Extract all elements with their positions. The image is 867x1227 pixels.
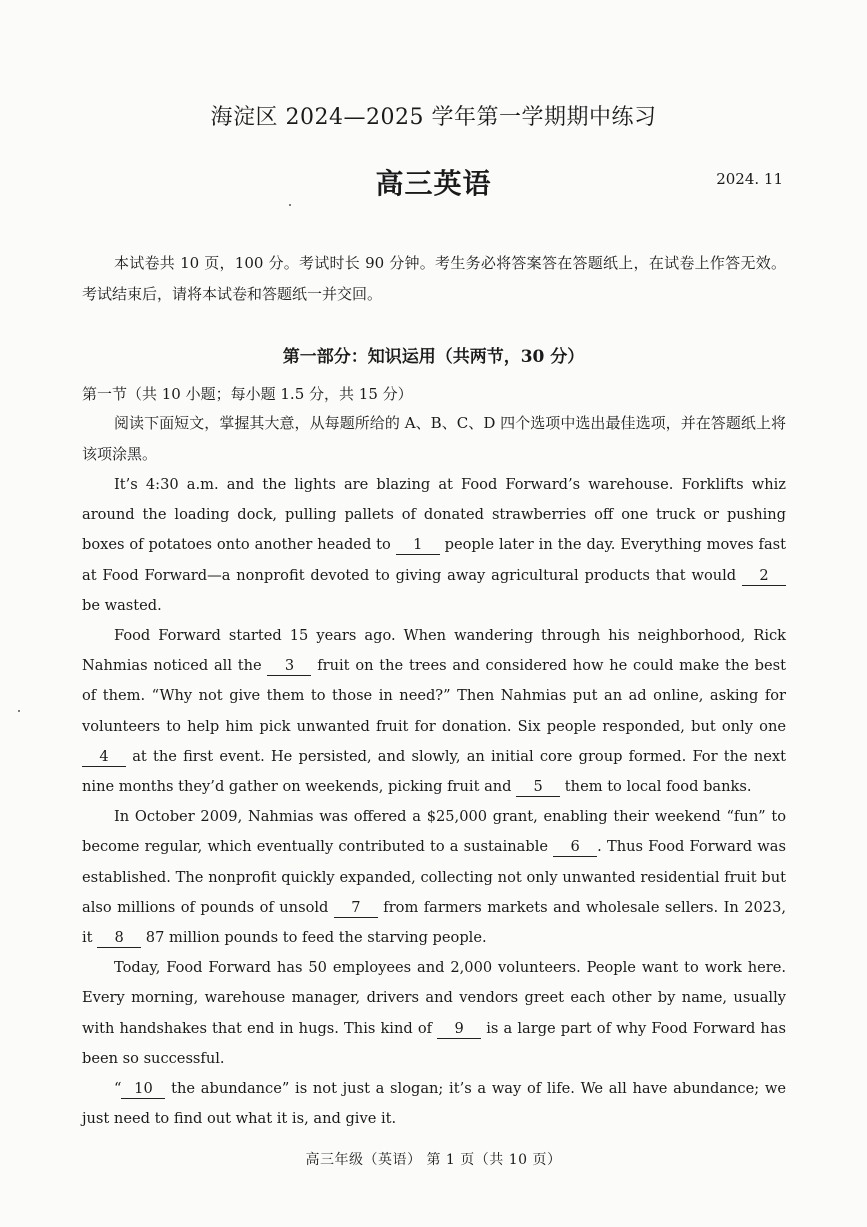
subtitle-row [0, 162, 867, 202]
passage-paragraph [82, 470, 786, 621]
answer-blank: 6 [553, 838, 597, 857]
answer-blank: 4 [82, 748, 126, 767]
exam-title: 海淀区 2024—2025 学年第一学期期中练习 [210, 105, 657, 130]
answer-blank: 5 [516, 778, 560, 797]
answer-blank: 2 [742, 567, 786, 586]
answer-blank: 8 [97, 929, 141, 948]
passage-text: at the first event. He persisted, and slowly, an initial core group formed. For the next nine months they’d gather on weekends, picking fruit and [82, 747, 786, 796]
passage-text: In October 2009, Nahmias was offered a $25,000 grant, enabling their weekend “fun” to become regular, which eventually contributed to a sustainable [82, 808, 786, 856]
answer-blank: 1 [396, 536, 440, 555]
answer-blank: 3 [267, 657, 311, 676]
passage-text: It’s 4:30 a.m. and the lights are blazing at Food Forward’s warehouse. Forklifts whiz around the loading dock, pulling pallets of donated strawberries off one truck or pushing boxes of potatoes onto another headed to [82, 476, 786, 554]
exam-date: 2024. 11 [716, 170, 783, 188]
passage-paragraph [82, 1074, 786, 1134]
answer-blank: 9 [437, 1020, 481, 1039]
passage-text: 87 million pounds to feed the starving people. [141, 929, 487, 947]
page-footer: 高三年级（英语） 第 1 页（共 10 页） [305, 1152, 562, 1168]
passage-text: the abundance” is not just a slogan; it’s a way of life. We all have abundance; we just need to find out what it is, and give it. [82, 1080, 786, 1128]
passage-text: from farmers markets and wholesale sellers. In 2023, it [82, 898, 786, 947]
passage-text: people later in the day. Everything moves fast at Food Forward—a nonprofit devoted to giving away agricultural products that would [82, 536, 787, 584]
scan-speck [18, 710, 20, 712]
passage-text: be wasted. [82, 596, 162, 614]
passage-paragraph [82, 802, 786, 953]
passage-text: “ [114, 1080, 122, 1098]
passage-paragraph [82, 953, 786, 1074]
cloze-passage [82, 470, 786, 1134]
part-one-title: 第一部分：知识运用（共两节，30 分） [282, 347, 585, 367]
answer-blank: 7 [334, 899, 378, 918]
scan-speck [289, 204, 291, 206]
passage-text: Today, Food Forward has 50 employees and 2,000 volunteers. People want to work here. Every morning, warehouse manager, drivers and vendors greet each other by name, usually with handshakes that end in hugs. This kind of [82, 959, 786, 1037]
passage-text: Food Forward started 15 years ago. When wandering through his neighborhood, Rick Nahmias noticed all the [82, 627, 786, 675]
passage-text: fruit on the trees and considered how he could make the best of them. “Why not give them to those in need?” Then Nahmias put an ad online, asking for volunteers to help him pick unwanted fruit for donation. Six people responded, but only one [82, 657, 786, 735]
section-directions: 阅读下面短文，掌握其大意，从每题所给的 A、B、C、D 四个选项中选出最佳选项，并在答题纸上将该项涂黑。 [82, 414, 786, 463]
passage-text: is a large part of why Food Forward has been so successful. [82, 1019, 786, 1067]
answer-blank: 10 [121, 1080, 165, 1099]
section-one-title: 第一节（共 10 小题；每小题 1.5 分，共 15 分） [82, 385, 413, 403]
exam-subtitle: 高三英语 [375, 167, 492, 200]
passage-paragraph [82, 621, 786, 802]
exam-instructions: 本试卷共 10 页，100 分。考试时长 90 分钟。考生务必将答案答在答题纸上，在试卷上作答无效。考试结束后，请将本试卷和答题纸一并交回。 [82, 254, 786, 303]
passage-text: . Thus Food Forward was established. The nonprofit quickly expanded, collecting not only unwanted residential fruit but also millions of pounds of unsold [82, 838, 786, 916]
passage-text: them to local food banks. [560, 778, 752, 796]
